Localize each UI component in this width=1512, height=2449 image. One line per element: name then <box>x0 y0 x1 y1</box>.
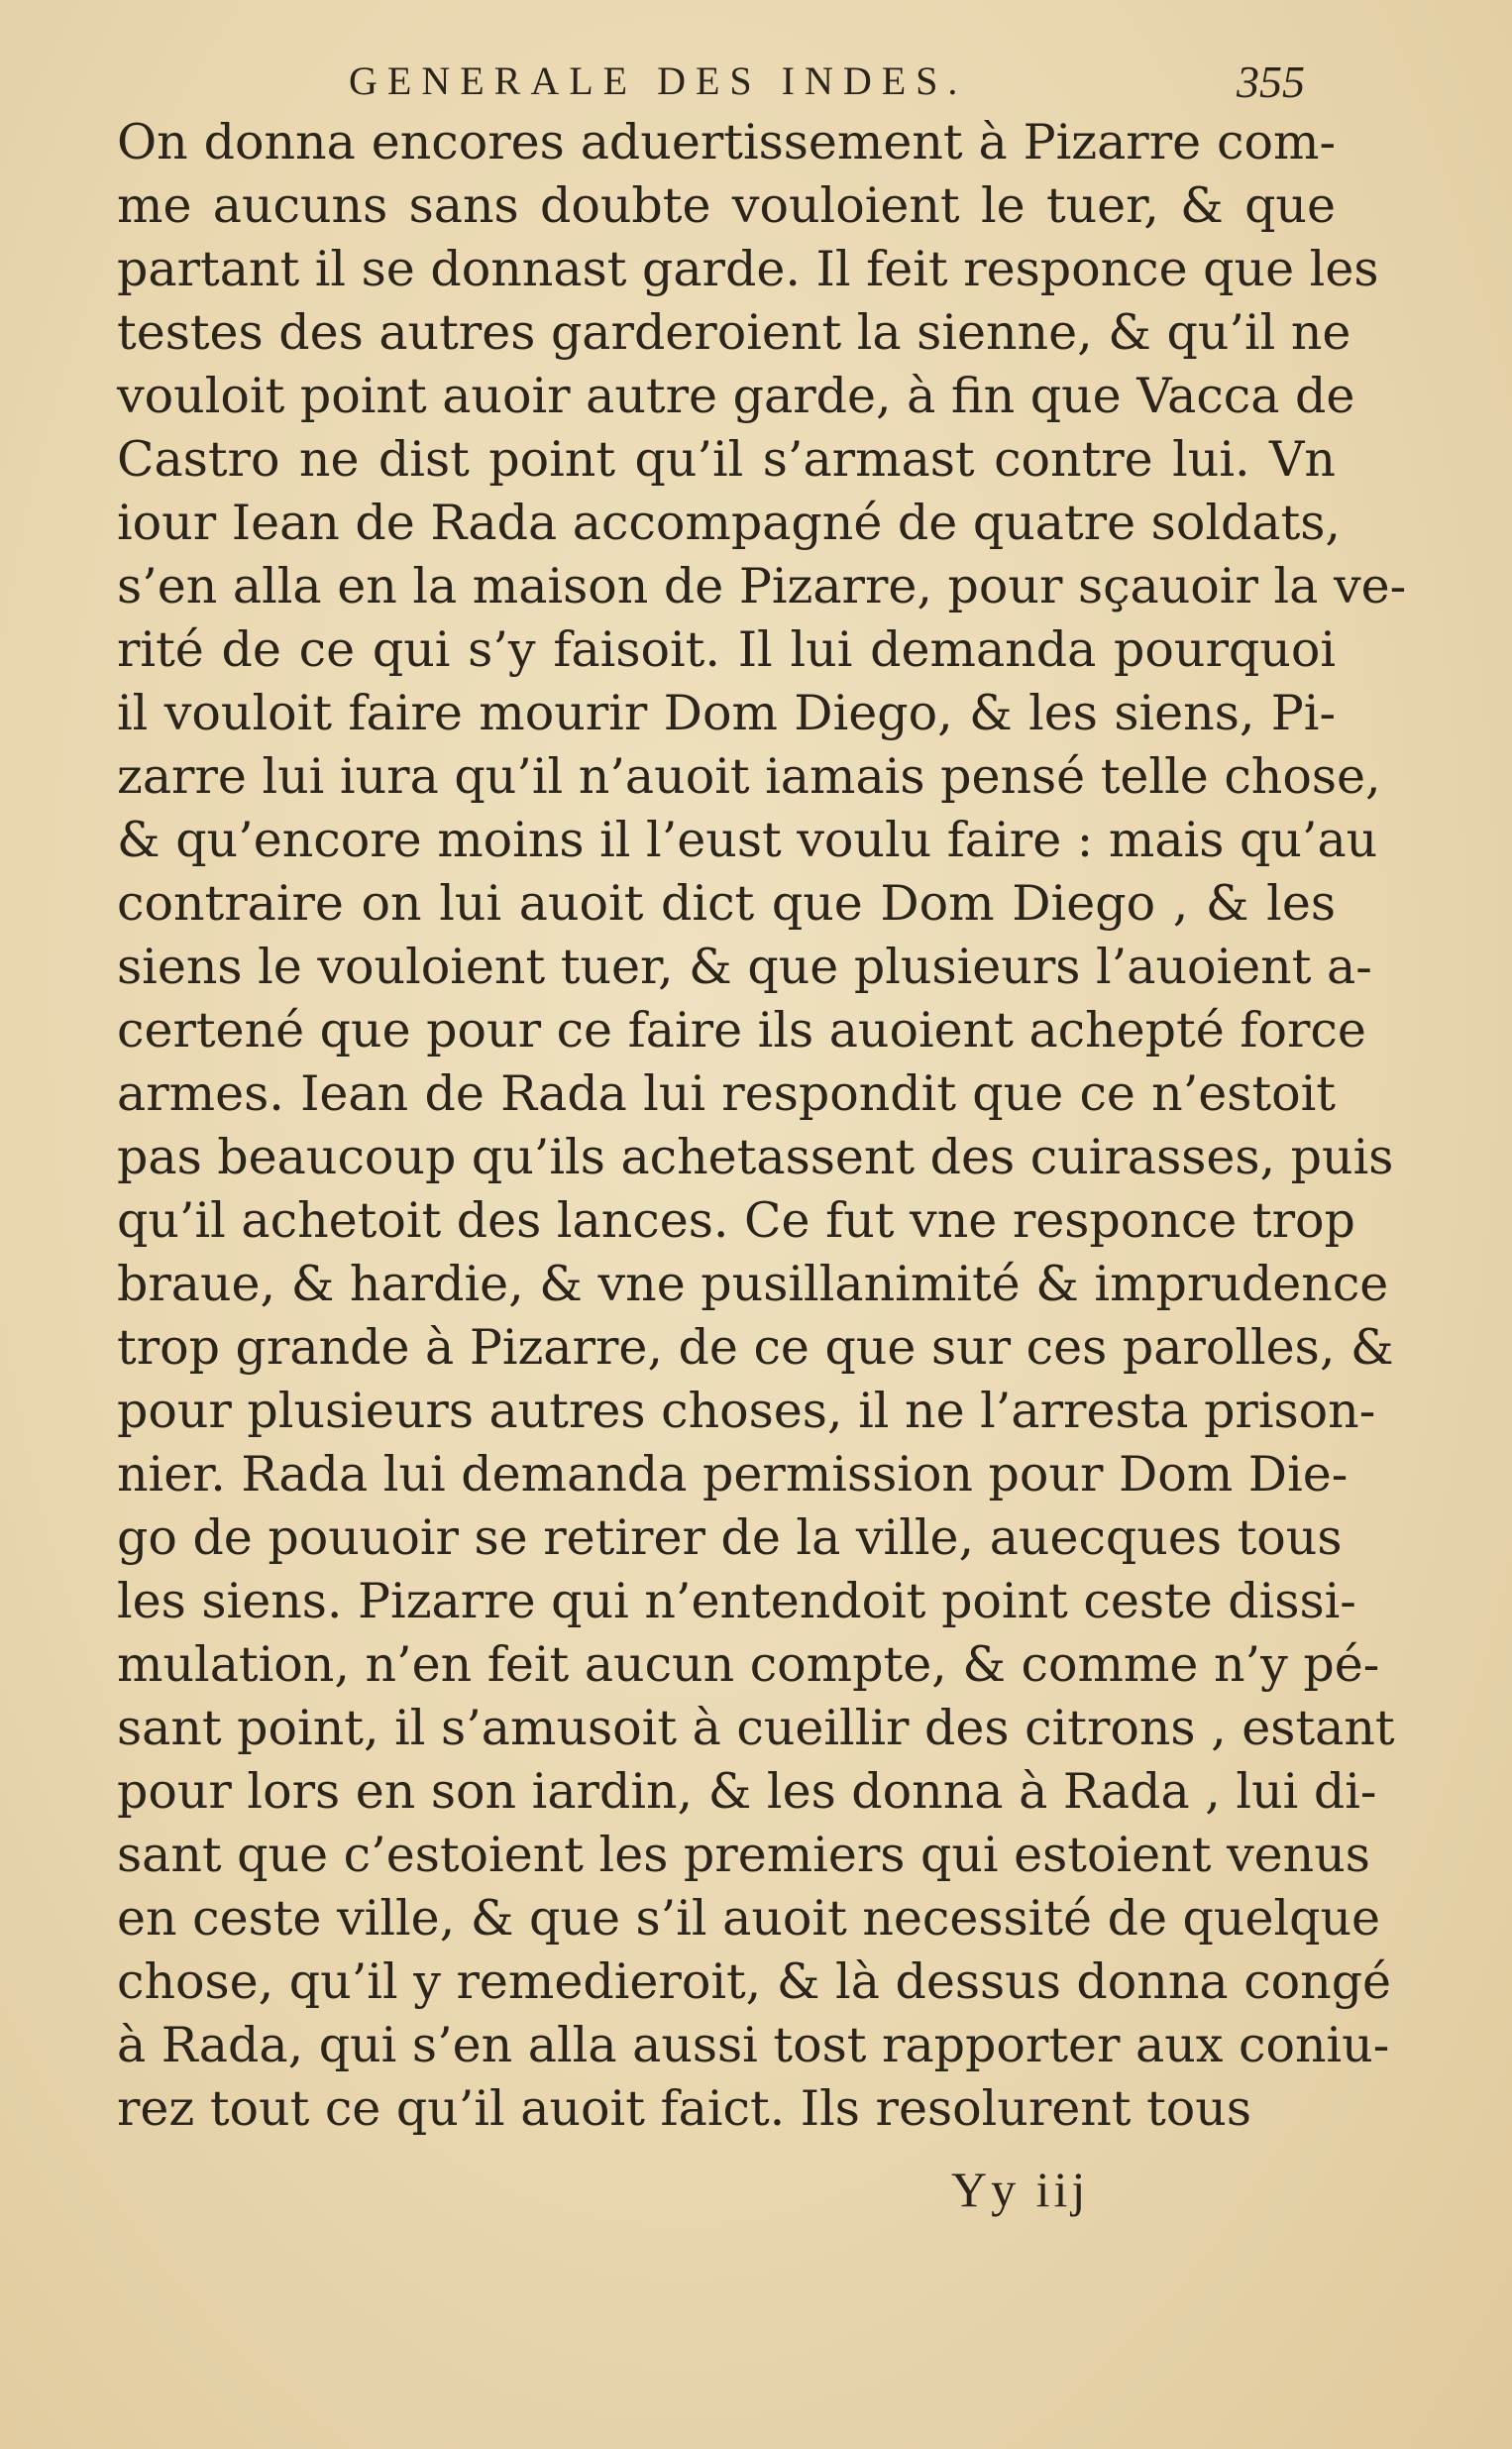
text-line: sant que c’estoient les premiers qui estoient venus <box>117 1827 1370 1883</box>
text-line: sant point, il s’amusoit à cueillir des citrons , estant <box>117 1700 1395 1756</box>
text-line: zarre lui iura qu’il n’auoit iamais pensé telle chose, <box>117 748 1381 805</box>
text-line: testes des autres garderoient la sienne, & qu’il ne <box>117 304 1351 361</box>
text-line: iour Iean de Rada accompagné de quatre soldats, <box>117 495 1341 551</box>
text-line: il vouloit faire mourir Dom Diego, & les siens, Pi- <box>117 685 1336 741</box>
text-line: contraire on lui auoit dict que Dom Diego , & les <box>117 875 1336 932</box>
text-line: pas beaucoup qu’ils achetassent des cuirasses, puis <box>117 1129 1394 1185</box>
text-line: mulation, n’en feit aucun compte, & comme n’y pé- <box>117 1636 1380 1693</box>
text-line: certené que pour ce faire ils auoient achepté force <box>117 1002 1366 1058</box>
text-line: trop grande à Pizarre, de ce que sur ces parolles, & <box>117 1319 1394 1376</box>
text-line: vouloit point auoir autre garde, à fin que Vacca de <box>117 368 1355 424</box>
text-line: pour plusieurs autres choses, il ne l’arresta prison- <box>117 1383 1376 1439</box>
text-line: On donna encores aduertissement à Pizarre com- <box>117 114 1336 170</box>
text-line: rité de ce qui s’y faisoit. Il lui demanda pourquoi <box>117 621 1336 678</box>
text-line: qu’il achetoit des lances. Ce fut vne responce trop <box>117 1192 1355 1249</box>
text-line: en ceste ville, & que s’il auoit necessité de quelque <box>117 1890 1381 1947</box>
text-line: à Rada, qui s’en alla aussi tost rapporter aux coniu- <box>117 2017 1390 2073</box>
text-line: chose, qu’il y remedieroit, & là dessus donna congé <box>117 1953 1392 2010</box>
text-line: pour lors en son iardin, & les donna à Rada , lui di- <box>117 1763 1377 1820</box>
text-line: go de pouuoir se retirer de la ville, auecques tous <box>117 1509 1343 1566</box>
text-line: nier. Rada lui demanda permission pour Dom Die- <box>117 1446 1349 1503</box>
running-head: GENERALE DES INDES. <box>349 58 968 103</box>
page-number: 355 <box>1237 56 1305 107</box>
text-line: armes. Iean de Rada lui respondit que ce n’estoit <box>117 1065 1336 1122</box>
text-line: braue, & hardie, & vne pusillanimité & imprudence <box>117 1256 1389 1312</box>
text-line: les siens. Pizarre qui n’entendoit point ceste dissi- <box>117 1573 1356 1629</box>
text-line: & qu’encore moins il l’eust voulu faire : mais qu’au <box>117 812 1378 868</box>
text-line: Castro ne dist point qu’il s’armast contre lui. Vn <box>117 431 1336 488</box>
body-text <box>117 111 1407 2141</box>
text-line: me aucuns sans doubte vouloient le tuer, & que <box>117 177 1336 234</box>
signature-mark: Yy iij <box>951 2162 1090 2217</box>
text-line: s’en alla en la maison de Pizarre, pour sçauoir la ve- <box>117 558 1407 614</box>
text-line: rez tout ce qu’il auoit faict. Ils resolurent tous <box>117 2080 1251 2137</box>
text-line: siens le vouloient tuer, & que plusieurs l’auoient a- <box>117 939 1372 995</box>
page-header <box>119 57 1328 117</box>
text-line: partant il se donnast garde. Il feit responce que les <box>117 241 1379 297</box>
